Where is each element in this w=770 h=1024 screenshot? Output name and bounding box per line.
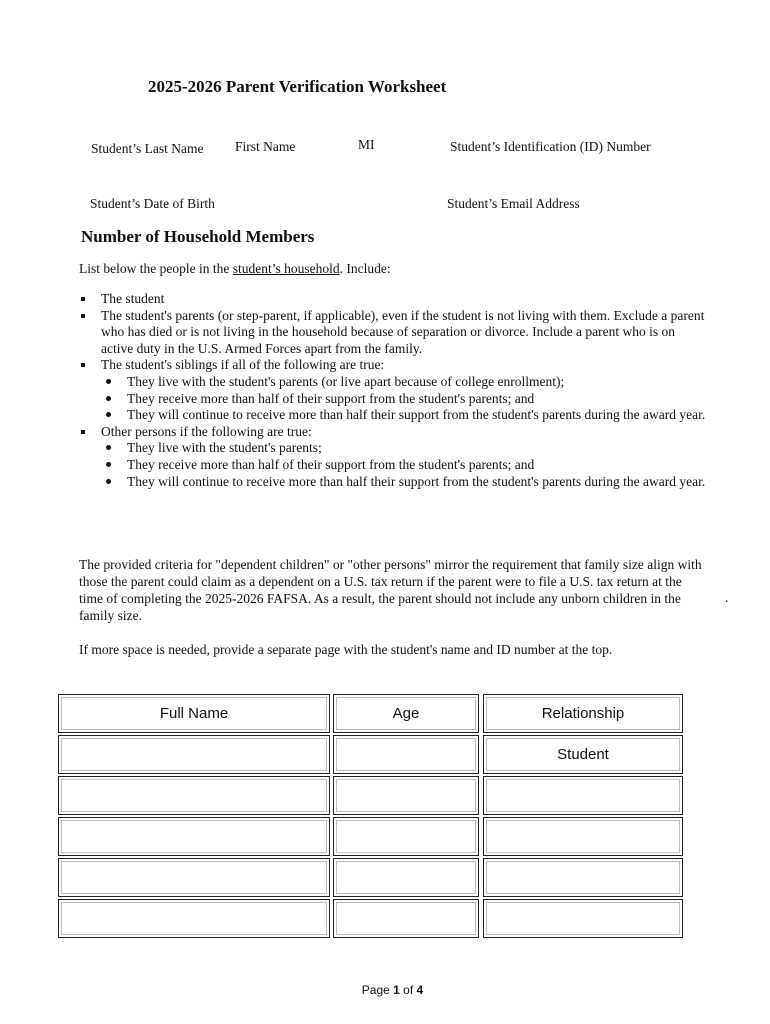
first-name-label: First Name (235, 139, 296, 154)
relationship-cell[interactable] (483, 776, 683, 815)
total-pages: 4 (416, 983, 424, 997)
bullet-text: The student's siblings if all of the following are true: (101, 357, 385, 373)
dob-label: Student’s Date of Birth (90, 196, 215, 211)
email-label: Student’s Email Address (447, 196, 580, 211)
age-cell[interactable] (333, 817, 479, 856)
bullet-text: The student (101, 291, 165, 306)
current-page: 1 (393, 983, 400, 997)
list-item (79, 424, 709, 441)
criteria-paragraph: The provided criteria for "dependent children" or "other persons" mirror the requirement that family size align with those the parent could claim as a dependent on a U.S. tax return if the parent were to file a U.S. tax return at the time of completing the 2025-2026 FAFSA. As a result, the parent should not include any unborn children in the family size. (79, 557, 702, 623)
sub-list-item: They will continue to receive more than half their support from the student's parents during the award year. (79, 474, 709, 491)
section-heading: Number of Household Members (81, 227, 315, 246)
name-cell[interactable] (58, 858, 330, 897)
household-link-text: student’s household (232, 261, 340, 276)
sub-list-item: They receive more than half of their support from the student's parents; and (79, 457, 709, 474)
page-indicator (0, 983, 770, 997)
age-cell[interactable] (333, 899, 479, 938)
space-note: If more space is needed, provide a separate page with the student's name and ID number at the top. (79, 642, 613, 657)
age-cell[interactable] (333, 735, 479, 774)
sub-list-container (79, 374, 709, 424)
intro-after: . Include: (339, 261, 391, 276)
other-persons-criteria-list (79, 440, 709, 490)
siblings-criteria-list (79, 374, 709, 424)
intro-text (79, 261, 391, 277)
bullet-text: Other persons if the following are true: (101, 423, 312, 439)
relationship-cell[interactable] (483, 858, 683, 897)
relationship-cell[interactable] (483, 817, 683, 856)
intro-before: List below the people in the (79, 261, 233, 276)
header-relationship: Relationship (483, 694, 683, 733)
page-title: 2025-2026 Parent Verification Worksheet (148, 77, 447, 96)
bullet-text: The student's parents (or step-parent, if applicable), even if the student is not living with them. Exclude a parent who has died or is not living in the household because of separation or divorce. Include a parent who is on active duty in the U.S. Armed Forces apart from the family. (101, 307, 705, 356)
list-item (79, 291, 709, 308)
age-cell[interactable] (333, 776, 479, 815)
sub-list-item: They live with the student's parents; (79, 440, 709, 457)
sub-list-item: They live with the student's parents (or live apart because of college enrollment); (79, 374, 709, 391)
student-id-label: Student’s Identification (ID) Number (450, 139, 651, 154)
inclusion-list (79, 291, 709, 490)
sub-list-item: They receive more than half of their support from the student's parents; and (79, 391, 709, 408)
mi-label: MI (358, 137, 375, 152)
sub-list-item: They will continue to receive more than half their support from the student's parents during the award year. (79, 407, 709, 424)
name-cell[interactable] (58, 776, 330, 815)
list-item (79, 308, 709, 358)
header-age: Age (333, 694, 479, 733)
relationship-cell[interactable]: Student (483, 735, 683, 774)
sub-list-container (79, 440, 709, 490)
footer-prefix: Page (361, 983, 394, 997)
last-name-label: Student’s Last Name (91, 141, 204, 156)
name-cell[interactable] (58, 817, 330, 856)
age-cell[interactable] (333, 858, 479, 897)
relationship-cell[interactable] (483, 899, 683, 938)
footer-of: of (399, 983, 417, 997)
header-full-name: Full Name (58, 694, 330, 733)
name-cell[interactable] (58, 899, 330, 938)
stray-mark: . (725, 590, 729, 605)
name-cell[interactable] (58, 735, 330, 774)
list-item (79, 357, 709, 374)
